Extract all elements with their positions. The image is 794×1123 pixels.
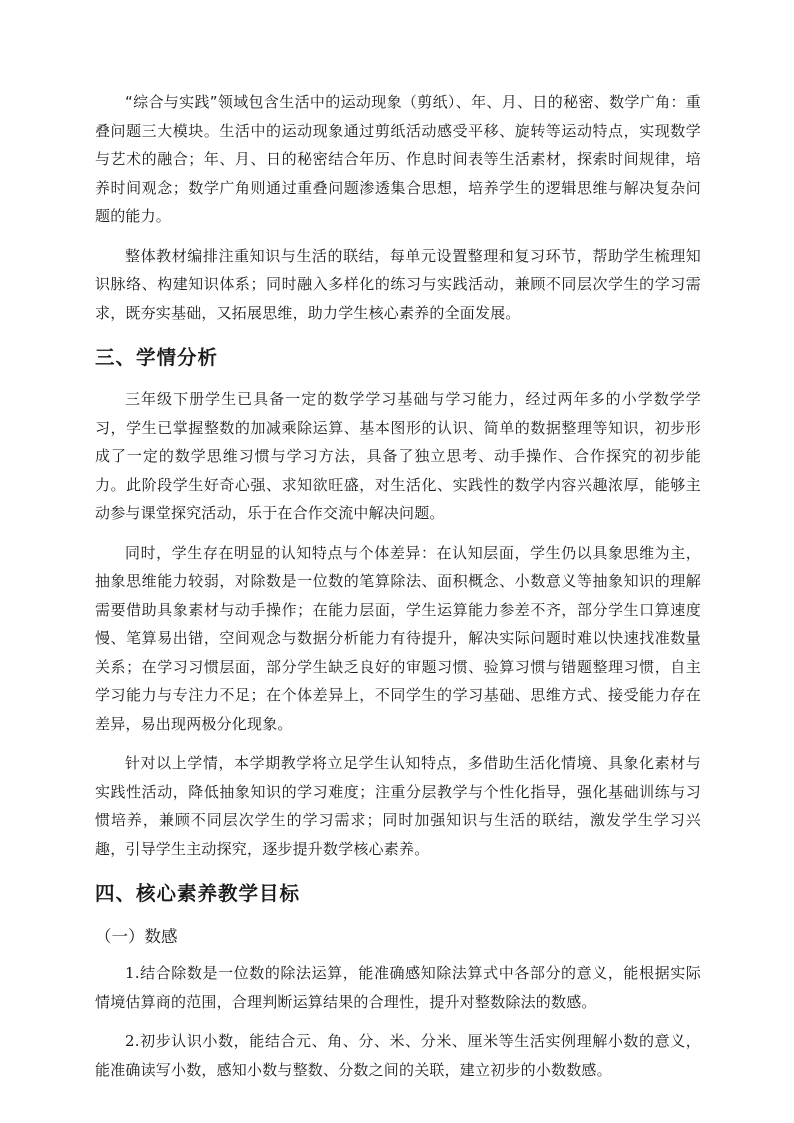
- paragraph-practice-domain: “综合与实践”领域包含生活中的运动现象（剪纸）、年、月、日的秘密、数学广角：重叠问题三大模块。生活中的运动现象通过剪纸活动感受平移、旋转等运动特点，实现数学与艺术的融合；年、月、日的秘密结合年历、作息时间表等生活素材，探索时间规律，培养时间观念；数学广角则通过重叠问题渗透集合思想，培养学生的逻辑思维与解决复杂问题的能力。: [95, 93, 701, 225]
- paragraph-textbook-structure: 整体教材编排注重知识与生活的联结，每单元设置整理和复习环节，帮助学生梳理知识脉络、构建知识体系；同时融入多样化的练习与实践活动，兼顾不同层次学生的学习需求，既夯实基础，又拓展思维，助力学生核心素养的全面发展。: [95, 246, 701, 322]
- section-heading-student-analysis: 三、学情分析: [95, 346, 219, 369]
- goal-item-decimal-number-sense: [95, 1027, 701, 1084]
- section-heading-core-literacy-goals: 四、核心素养教学目标: [95, 882, 301, 905]
- goal-item-number: 1.: [125, 964, 140, 982]
- paragraph-student-foundation: 三年级下册学生已具备一定的数学学习基础与学习能力，经过两年多的小学数学学习，学生已掌握整数的加减乘除运算、基本图形的认识、简单的数据整理等知识，初步形成了一定的数学思维习惯与学习方法，具备了独立思考、动手操作、合作探究的初步能力。此阶段学生好奇心强、求知欲旺盛，对生活化、实践性的数学内容兴趣浓厚，能够主动参与课堂探究活动，乐于在合作交流中解决问题。: [95, 390, 701, 522]
- subsection-heading-number-sense: （一）数感: [95, 927, 178, 946]
- goal-item-text: 初步认识小数，能结合元、角、分、米、分米、厘米等生活实例理解小数的意义，能准确读写小数，感知小数与整数、分数之间的关联，建立初步的小数数感。: [95, 1032, 701, 1079]
- goal-item-text: 结合除数是一位数的除法运算，能准确感知除法算式中各部分的意义，能根据实际情境估算商的范围，合理判断运算结果的合理性，提升对整数除法的数感。: [95, 964, 701, 1011]
- paragraph-teaching-strategy: 针对以上学情，本学期教学将立足学生认知特点，多借助生活化情境、具象化素材与实践性活动，降低抽象知识的学习难度；注重分层教学与个性化指导，强化基础训练与习惯培养，兼顾不同层次学生的学习需求；同时加强知识与生活的联结，激发学生学习兴趣，引导学生主动探究，逐步提升数学核心素养。: [95, 754, 701, 858]
- goal-item-division-number-sense: [95, 959, 701, 1016]
- goal-item-number: 2.: [125, 1032, 140, 1050]
- paragraph-student-differences: 同时，学生存在明显的认知特点与个体差异：在认知层面，学生仍以具象思维为主，抽象思维能力较弱，对除数是一位数的笔算除法、面积概念、小数意义等抽象知识的理解需要借助具象素材与动手操作；在能力层面，学生运算能力参差不齐，部分学生口算速度慢、笔算易出错，空间观念与数据分析能力有待提升，解决实际问题时难以快速找准数量关系；在学习习惯层面，部分学生缺乏良好的审题习惯、验算习惯与错题整理习惯，自主学习能力与专注力不足；在个体差异上，不同学生的学习基础、思维方式、接受能力存在差异，易出现两极分化现象。: [95, 543, 701, 733]
- document-page: [95, 88, 701, 1095]
